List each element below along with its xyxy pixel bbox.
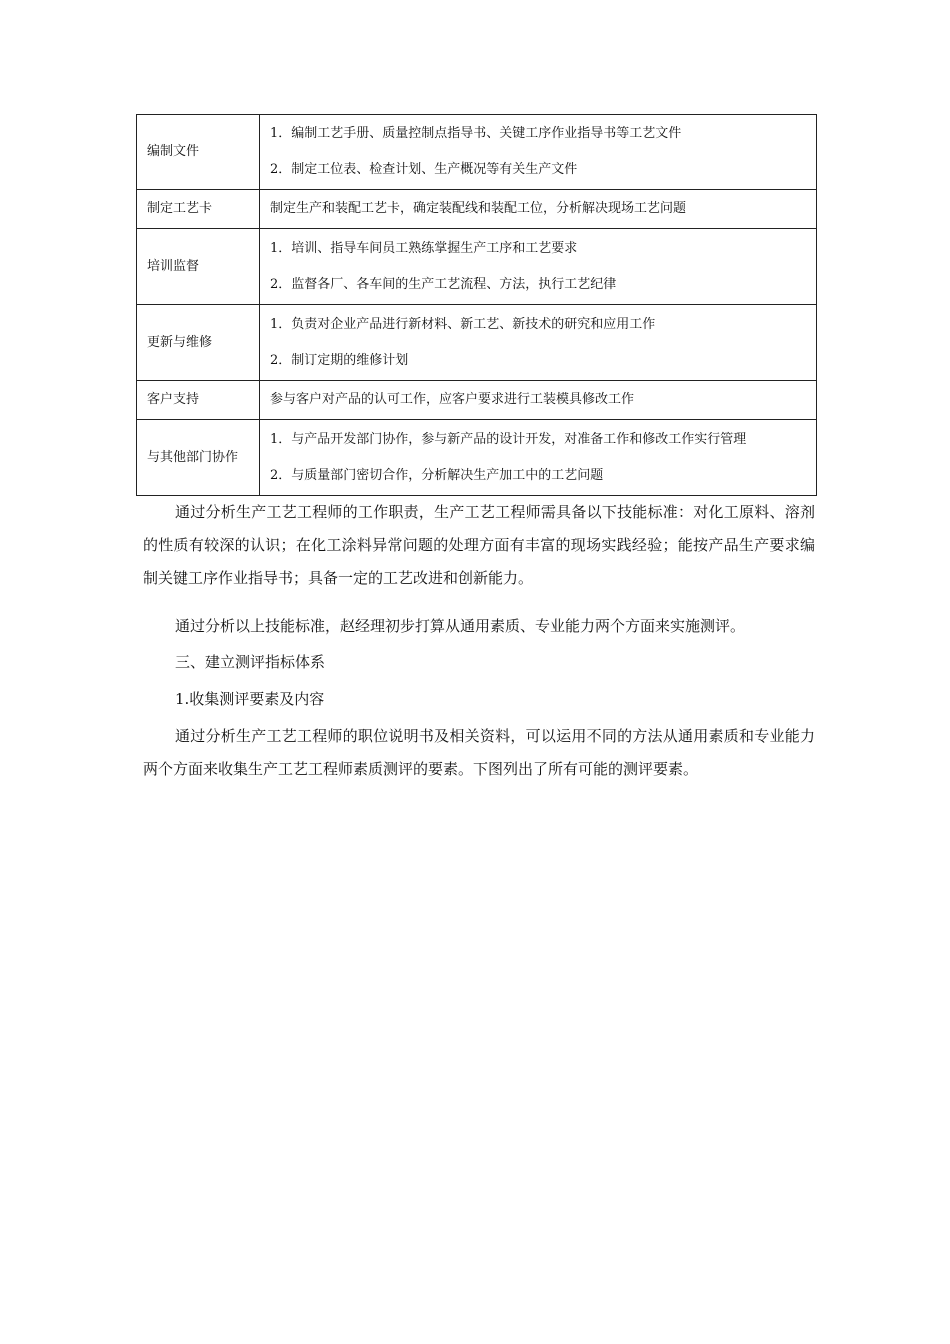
description-line: 2．与质量部门密切合作，分析解决生产加工中的工艺问题 <box>270 467 604 483</box>
duties-table <box>136 114 817 496</box>
description-line: 2．监督各厂、各车间的生产工艺流程、方法，执行工艺纪律 <box>270 276 617 292</box>
table-row <box>137 420 817 496</box>
category-cell: 与其他部门协作 <box>137 420 260 496</box>
category-cell: 培训监督 <box>137 229 260 305</box>
table-row <box>137 190 817 229</box>
category-cell: 客户支持 <box>137 381 260 420</box>
description-line: 参与客户对产品的认可工作，应客户要求进行工装模具修改工作 <box>270 392 635 407</box>
description-line: 1．编制工艺手册、质量控制点指导书、关键工序作业指导书等工艺文件 <box>270 126 682 141</box>
description-cell <box>260 115 817 190</box>
subsection-heading: 1.收集测评要素及内容 <box>175 690 325 708</box>
description-line: 制定生产和装配工艺卡，确定装配线和装配工位，分析解决现场工艺问题 <box>270 201 687 216</box>
paragraph-collect-elements: 通过分析生产工艺工程师的职位说明书及相关资料，可以运用不同的方法从通用素质和专业能力两个方面来收集生产工艺工程师素质测评的要素。下图列出了所有可能的测评要素。 <box>143 727 815 778</box>
description-cell <box>260 381 817 420</box>
description-cell <box>260 420 817 496</box>
description-line: 1．与产品开发部门协作，参与新产品的设计开发，对准备工作和修改工作实行管理 <box>270 431 747 447</box>
description-line: 2．制定工位表、检查计划、生产概况等有关生产文件 <box>270 162 578 177</box>
description-line: 1．培训、指导车间员工熟练掌握生产工序和工艺要求 <box>270 240 578 256</box>
table-row <box>137 381 817 420</box>
category-cell: 制定工艺卡 <box>137 190 260 229</box>
description-line: 2．制订定期的维修计划 <box>270 352 409 368</box>
table-row <box>137 115 817 190</box>
category-cell: 编制文件 <box>137 115 260 190</box>
paragraph-evaluation-plan: 通过分析以上技能标准，赵经理初步打算从通用素质、专业能力两个方面来实施测评。 <box>175 617 746 635</box>
description-line: 1．负责对企业产品进行新材料、新工艺、新技术的研究和应用工作 <box>270 316 656 332</box>
paragraph-skill-standards: 通过分析生产工艺工程师的工作职责，生产工艺工程师需具备以下技能标准：对化工原料、溶剂的性质有较深的认识；在化工涂料异常问题的处理方面有丰富的现场实践经验；能按产品生产要求编制关键工序作业指导书；具备一定的工艺改进和创新能力。 <box>143 503 815 587</box>
description-cell <box>260 229 817 305</box>
section-heading: 三、建立测评指标体系 <box>175 653 326 671</box>
table-row <box>137 305 817 381</box>
description-cell <box>260 190 817 229</box>
category-cell: 更新与维修 <box>137 305 260 381</box>
table-row <box>137 229 817 305</box>
description-cell <box>260 305 817 381</box>
